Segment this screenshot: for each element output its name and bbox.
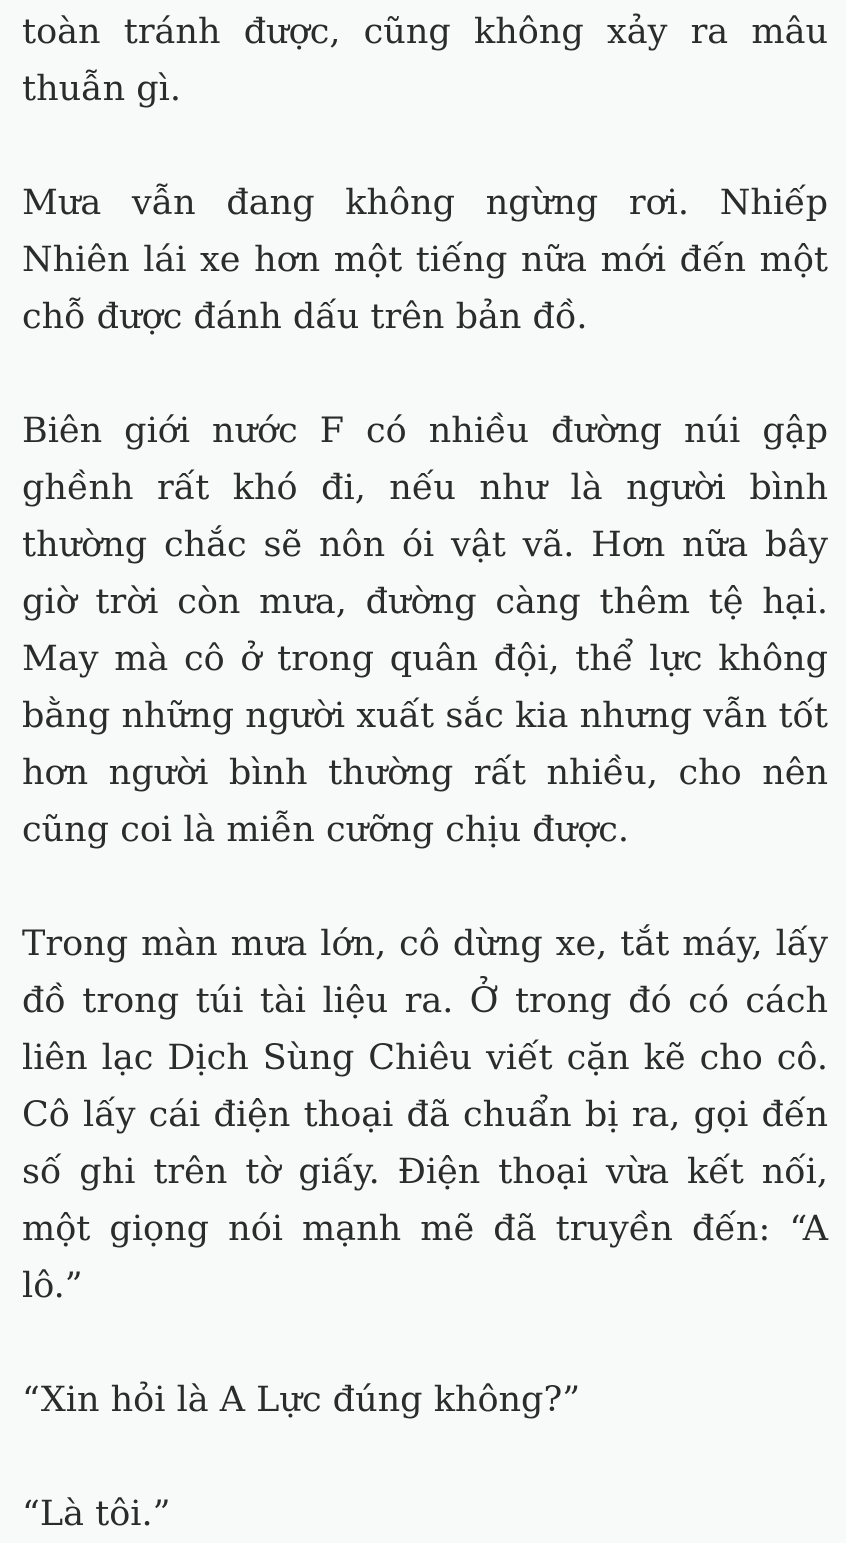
paragraph: Biên giới nước F có nhiều đường núi gập ghềnh rất khó đi, nếu như là người bình thường chắc sẽ nôn ói vật vã. Hơn nữa bây giờ trời còn mưa, đường càng thêm tệ hại. May mà cô ở trong quân đội, thể lực không bằng những người xuất sắc kia nhưng vẫn tốt hơn người bình thường rất nhiều, cho nên cũng coi là miễn cưỡng chịu được. (22, 411, 828, 850)
paragraph: “Là tôi.” (22, 1494, 171, 1534)
paragraph: toàn tránh được, cũng không xảy ra mâu thuẫn gì. (22, 12, 828, 109)
paragraph-gap (22, 1315, 828, 1372)
paragraph: “Xin hỏi là A Lực đúng không?” (22, 1380, 581, 1420)
paragraph-gap (22, 859, 828, 916)
paragraph: Trong màn mưa lớn, cô dừng xe, tắt máy, lấy đồ trong túi tài liệu ra. Ở trong đó có cách liên lạc Dịch Sùng Chiêu viết cặn kẽ cho cô. Cô lấy cái điện thoại đã chuẩn bị ra, gọi đến số ghi trên tờ giấy. Điện thoại vừa kết nối, một giọng nói mạnh mẽ đã truyền đến: “A lô.” (22, 924, 828, 1306)
paragraph: Mưa vẫn đang không ngừng rơi. Nhiếp Nhiên lái xe hơn một tiếng nữa mới đến một chỗ được đánh dấu trên bản đồ. (22, 183, 828, 337)
paragraph-gap (22, 1429, 828, 1486)
reader-page (0, 4, 846, 1534)
paragraph-gap (22, 118, 828, 175)
paragraph-gap (22, 346, 828, 403)
